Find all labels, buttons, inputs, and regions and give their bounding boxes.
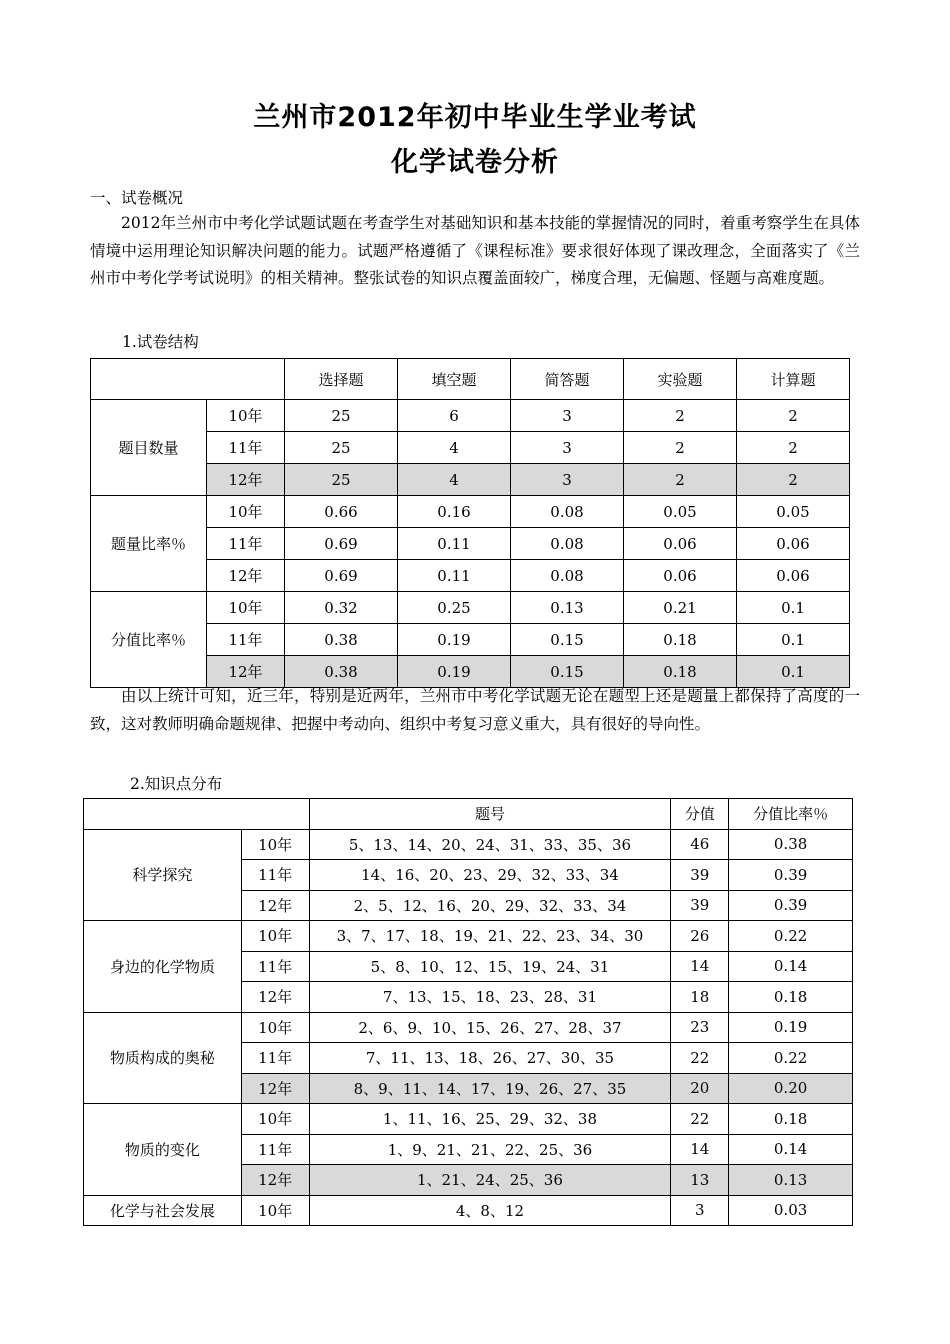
- table-row: [84, 1012, 853, 1043]
- ratio-cell: 0.14: [729, 1134, 853, 1165]
- ratio-cell: 0.13: [729, 1165, 853, 1196]
- ratio-cell: 0.18: [729, 982, 853, 1013]
- value-cell: 2: [737, 400, 850, 432]
- header-corner-cell: [84, 799, 310, 830]
- value-cell: 0.1: [737, 624, 850, 656]
- group-label: 题量比率％: [91, 496, 207, 592]
- score-cell: 22: [671, 1104, 729, 1135]
- value-cell: 0.69: [285, 560, 398, 592]
- year-cell: 11年: [241, 860, 309, 891]
- year-cell: 10年: [241, 1104, 309, 1135]
- value-cell: 25: [285, 464, 398, 496]
- year-cell: 11年: [241, 951, 309, 982]
- year-cell: 11年: [207, 528, 285, 560]
- table-header-row: [84, 799, 853, 830]
- questions-cell: 1、11、16、25、29、32、38: [309, 1104, 671, 1135]
- year-cell: 10年: [241, 829, 309, 860]
- year-cell: 10年: [207, 592, 285, 624]
- group-label: 分值比率％: [91, 592, 207, 688]
- column-header: 题号: [309, 799, 671, 830]
- value-cell: 0.38: [285, 656, 398, 688]
- year-cell: 11年: [241, 1134, 309, 1165]
- value-cell: 0.69: [285, 528, 398, 560]
- value-cell: 0.19: [398, 624, 511, 656]
- questions-cell: 5、8、10、12、15、19、24、31: [309, 951, 671, 982]
- year-cell: 12年: [241, 1073, 309, 1104]
- year-cell: 12年: [241, 890, 309, 921]
- subheading-structure: 1.试卷结构: [122, 333, 199, 351]
- year-cell: 10年: [207, 496, 285, 528]
- table-row: [91, 496, 850, 528]
- value-cell: 0.25: [398, 592, 511, 624]
- questions-cell: 1、9、21、21、22、25、36: [309, 1134, 671, 1165]
- score-cell: 14: [671, 1134, 729, 1165]
- value-cell: 2: [737, 464, 850, 496]
- year-cell: 12年: [207, 656, 285, 688]
- group-label: 科学探究: [84, 829, 242, 921]
- value-cell: 0.05: [737, 496, 850, 528]
- questions-cell: 2、5、12、16、20、29、32、33、34: [309, 890, 671, 921]
- value-cell: 0.1: [737, 592, 850, 624]
- value-cell: 0.32: [285, 592, 398, 624]
- table-row: [91, 592, 850, 624]
- score-cell: 20: [671, 1073, 729, 1104]
- value-cell: 0.1: [737, 656, 850, 688]
- year-cell: 11年: [241, 1043, 309, 1074]
- group-label: 题目数量: [91, 400, 207, 496]
- value-cell: 0.38: [285, 624, 398, 656]
- value-cell: 0.11: [398, 528, 511, 560]
- year-cell: 11年: [207, 432, 285, 464]
- value-cell: 6: [398, 400, 511, 432]
- column-header: 分值比率％: [729, 799, 853, 830]
- ratio-cell: 0.22: [729, 1043, 853, 1074]
- value-cell: 0.15: [511, 624, 624, 656]
- year-cell: 10年: [207, 400, 285, 432]
- exam-structure-table: [90, 358, 850, 688]
- value-cell: 0.18: [624, 624, 737, 656]
- value-cell: 0.11: [398, 560, 511, 592]
- year-cell: 12年: [207, 464, 285, 496]
- subheading-knowledge: 2.知识点分布: [130, 775, 223, 793]
- value-cell: 0.06: [624, 528, 737, 560]
- score-cell: 3: [671, 1195, 729, 1226]
- section-heading-overview: 一、试卷概况: [90, 189, 184, 207]
- value-cell: 25: [285, 400, 398, 432]
- document-title: 兰州市2012年初中毕业生学业考试: [253, 102, 697, 133]
- table-row: [84, 1195, 853, 1226]
- header-corner-cell: [91, 359, 285, 400]
- knowledge-distribution-table: [83, 798, 853, 1226]
- score-cell: 26: [671, 921, 729, 952]
- score-cell: 46: [671, 829, 729, 860]
- ratio-cell: 0.39: [729, 860, 853, 891]
- year-cell: 11年: [207, 624, 285, 656]
- value-cell: 4: [398, 464, 511, 496]
- column-header: 简答题: [511, 359, 624, 400]
- year-cell: 10年: [241, 921, 309, 952]
- value-cell: 0.08: [511, 496, 624, 528]
- table-row: [84, 829, 853, 860]
- value-cell: 0.16: [398, 496, 511, 528]
- score-cell: 13: [671, 1165, 729, 1196]
- score-cell: 39: [671, 860, 729, 891]
- ratio-cell: 0.38: [729, 829, 853, 860]
- value-cell: 0.15: [511, 656, 624, 688]
- ratio-cell: 0.18: [729, 1104, 853, 1135]
- value-cell: 0.19: [398, 656, 511, 688]
- ratio-cell: 0.19: [729, 1012, 853, 1043]
- column-header: 计算题: [737, 359, 850, 400]
- column-header: 填空题: [398, 359, 511, 400]
- score-cell: 23: [671, 1012, 729, 1043]
- score-cell: 18: [671, 982, 729, 1013]
- table-row: [91, 400, 850, 432]
- value-cell: 2: [624, 432, 737, 464]
- year-cell: 10年: [241, 1012, 309, 1043]
- questions-cell: 2、6、9、10、15、26、27、28、37: [309, 1012, 671, 1043]
- group-label: 身边的化学物质: [84, 921, 242, 1013]
- value-cell: 0.08: [511, 528, 624, 560]
- year-cell: 12年: [207, 560, 285, 592]
- value-cell: 0.06: [737, 528, 850, 560]
- group-label: 物质的变化: [84, 1104, 242, 1196]
- document-subtitle: 化学试卷分析: [391, 147, 559, 178]
- ratio-cell: 0.39: [729, 890, 853, 921]
- year-cell: 12年: [241, 1165, 309, 1196]
- column-header: 选择题: [285, 359, 398, 400]
- questions-cell: 3、7、17、18、19、21、22、23、34、30: [309, 921, 671, 952]
- value-cell: 2: [624, 464, 737, 496]
- value-cell: 3: [511, 464, 624, 496]
- value-cell: 3: [511, 400, 624, 432]
- questions-cell: 7、13、15、18、23、28、31: [309, 982, 671, 1013]
- year-cell: 12年: [241, 982, 309, 1013]
- ratio-cell: 0.20: [729, 1073, 853, 1104]
- value-cell: 0.05: [624, 496, 737, 528]
- column-header: 实验题: [624, 359, 737, 400]
- questions-cell: 4、8、12: [309, 1195, 671, 1226]
- ratio-cell: 0.22: [729, 921, 853, 952]
- score-cell: 22: [671, 1043, 729, 1074]
- table-row: [84, 921, 853, 952]
- questions-cell: 7、11、13、18、26、27、30、35: [309, 1043, 671, 1074]
- value-cell: 0.13: [511, 592, 624, 624]
- value-cell: 0.66: [285, 496, 398, 528]
- value-cell: 0.06: [737, 560, 850, 592]
- value-cell: 4: [398, 432, 511, 464]
- score-cell: 39: [671, 890, 729, 921]
- questions-cell: 8、9、11、14、17、19、26、27、35: [309, 1073, 671, 1104]
- summary-paragraph: 由以上统计可知，近三年，特别是近两年，兰州市中考化学试题无论在题型上还是题量上都保持了高度的一致，这对教师明确命题规律、把握中考动向、组织中考复习意义重大，具有很好的导向性。: [90, 687, 860, 733]
- value-cell: 0.06: [624, 560, 737, 592]
- year-cell: 10年: [241, 1195, 309, 1226]
- value-cell: 0.18: [624, 656, 737, 688]
- column-header: 分值: [671, 799, 729, 830]
- value-cell: 25: [285, 432, 398, 464]
- value-cell: 3: [511, 432, 624, 464]
- ratio-cell: 0.14: [729, 951, 853, 982]
- intro-paragraph: 2012年兰州市中考化学试题试题在考查学生对基础知识和基本技能的掌握情况的同时，着重考察学生在具体情境中运用理论知识解决问题的能力。试题严格遵循了《课程标准》要求很好体现了课改理念，全面落实了《兰州市中考化学考试说明》的相关精神。整张试卷的知识点覆盖面较广，梯度合理，无偏题、怪题与高难度题。: [90, 214, 860, 287]
- questions-cell: 14、16、20、23、29、32、33、34: [309, 860, 671, 891]
- score-cell: 14: [671, 951, 729, 982]
- table-row: [84, 1104, 853, 1135]
- ratio-cell: 0.03: [729, 1195, 853, 1226]
- questions-cell: 1、21、24、25、36: [309, 1165, 671, 1196]
- value-cell: 0.21: [624, 592, 737, 624]
- questions-cell: 5、13、14、20、24、31、33、35、36: [309, 829, 671, 860]
- group-label: 物质构成的奥秘: [84, 1012, 242, 1104]
- value-cell: 0.08: [511, 560, 624, 592]
- value-cell: 2: [737, 432, 850, 464]
- table-header-row: [91, 359, 850, 400]
- value-cell: 2: [624, 400, 737, 432]
- group-label: 化学与社会发展: [84, 1195, 242, 1226]
